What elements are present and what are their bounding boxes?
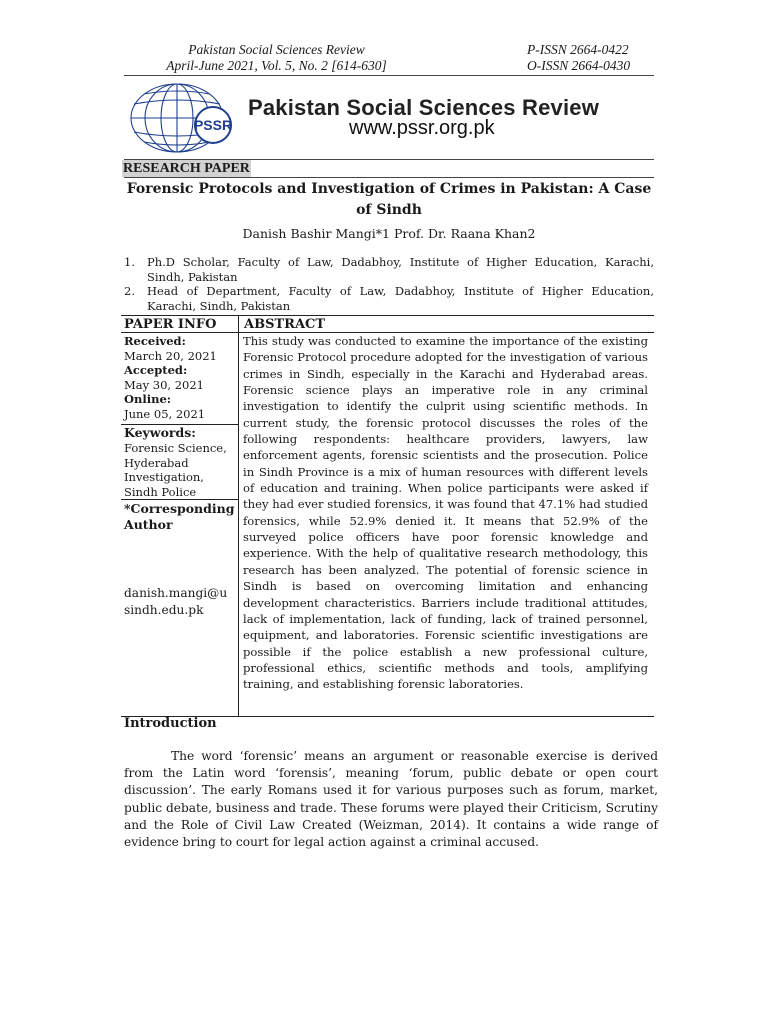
journal-issue: April-June 2021, Vol. 5, No. 2 [614-630] [166,58,387,73]
online-date: June 05, 2021 [124,406,206,421]
banner-title: Pakistan Social Sciences Review [248,95,600,120]
introduction-paragraph: The word ‘forensic’ means an argument or reasonable exercise is derived from the Latin word ‘forensis’, meaning ‘forum, public debate or open court discussion’. The early Romans used it for various purposes such as forum, market, public debate, business and trade. These forums were played their Criticism, Scrutiny and the Role of Civil Law Created (Weizman, 2014). It contains a wide range of evidence bring to court for legal action against a criminal accused. [124,749,658,850]
email-line-1: danish.mangi@u [124,586,228,600]
keywords-label: Keywords: [124,425,196,440]
p-issn: P-ISSN 2664-0422 [527,42,629,57]
logo-text: PSSR [193,117,233,133]
journal-header-right [527,42,630,74]
introduction-heading: Introduction [124,716,217,731]
received-date: March 20, 2021 [124,348,217,363]
corresponding-email[interactable] [124,585,236,619]
research-paper-rule-bottom [124,177,654,178]
banner-url[interactable]: www.pssr.org.pk [349,117,495,139]
accepted-label: Accepted: [124,363,188,377]
dates-block [124,334,236,421]
affiliation-text: Ph.D Scholar, Faculty of Law, Dadabhoy, Institute of Higher Education, Karachi, Sindh, Pakistan [147,255,654,284]
received-label: Received: [124,334,186,348]
journal-header-left [154,42,399,74]
affiliation-2 [124,284,654,313]
paper-info-heading: PAPER INFO [124,317,217,332]
paper-title: Forensic Protocols and Investigation of Crimes in Pakistan: A Case of Sindh [126,181,652,218]
affiliation-1 [124,255,654,284]
o-issn: O-ISSN 2664-0430 [527,58,631,73]
journal-name: Pakistan Social Sciences Review [188,42,365,57]
research-paper-label: RESEARCH PAPER [123,161,250,176]
keyword-item: Forensic Science, [124,441,227,455]
email-line-2: sindh.edu.pk [124,603,204,617]
authors-text: Danish Bashir Mangi*1 Prof. Dr. Raana Khan2 [242,226,536,241]
header-rule [124,75,654,76]
keyword-item: Hyderabad [124,455,189,470]
abstract-heading: ABSTRACT [244,317,326,332]
paper-authors [124,226,654,241]
table-top-rule [121,315,654,316]
affiliation-number: 2. [124,284,135,298]
keywords-block [124,425,236,499]
pssr-logo [122,78,242,158]
corresponding-author-label: *Corresponding Author [124,501,235,532]
affiliation-text: Head of Department, Faculty of Law, Dadabhoy, Institute of Higher Education, Karachi, Sindh, Pakistan [147,284,654,313]
keyword-item: Sindh Police [124,484,197,499]
online-label: Online: [124,392,172,406]
abstract-text: This study was conducted to examine the importance of the existing Forensic Protocol procedure adopted for the investigation of various crimes in Sindh, especially in the Karachi and Hyderabad areas. Forensic science plays an imperative role in any criminal investigation to identify the culprit using scientific methods. In current study, the forensic protocol discusses the roles of the following respondents: healthcare providers, lawyers, law enforcement agents, forensic scientists and the prosecution. Police in Sindh Province is a mix of human resources with different levels of education and training. When police participants were asked if they had ever studied forensics, it was found that 47.1% had studied forensics, while 52.9% denied it. It means that 52.9% of the surveyed police officers have poor forensic knowledge and experience. With the help of qualitative research methodology, this research has been analyzed. The potential of forensic science in Sindh is based on overcoming limitation and enhancing development characteristics. Barriers include traditional attitudes, lack of implementation, lack of funding, lack of trained personnel, equipment, and laboratories. Forensic scientific investigations are possible if the police establish a new professional culture, professional ethics, scientific methods and tools, amplifying training, and establishing forensic laboratories. [243,334,648,692]
keyword-item: Investigation, [124,470,204,484]
table-divider [238,315,239,717]
left-col-rule-2 [121,499,238,500]
accepted-date: May 30, 2021 [124,377,204,392]
affiliation-number: 1. [124,255,135,269]
